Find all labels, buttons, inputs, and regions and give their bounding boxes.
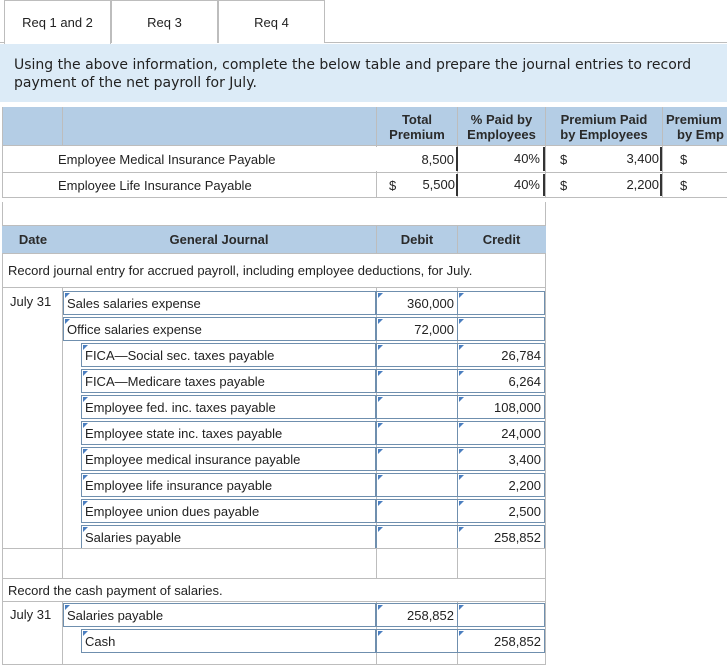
credit-field[interactable]: [457, 447, 545, 471]
header-premium-paid-by-employees: Premium Paid by Employees: [560, 112, 648, 142]
credit-field[interactable]: [457, 421, 545, 445]
account-name: FICA—Medicare taxes payable: [85, 374, 265, 389]
tab-label: Req 4: [254, 14, 289, 30]
currency-sign: $: [560, 151, 568, 167]
account-name: Salaries payable: [67, 608, 164, 623]
tab-label: Req 1 and 2: [22, 15, 93, 30]
account-name: Employee union dues payable: [85, 504, 260, 519]
debit-value: 72,000: [414, 322, 454, 337]
debit-field[interactable]: [376, 421, 458, 445]
credit-value: 2,500: [508, 504, 541, 519]
premium-row-label: Employee Medical Insurance Payable: [58, 151, 276, 167]
credit-field[interactable]: [457, 343, 545, 367]
credit-field[interactable]: [457, 317, 545, 341]
account-field[interactable]: [81, 629, 376, 653]
debit-field[interactable]: [376, 473, 458, 497]
account-name: Cash: [85, 634, 116, 649]
debit-field[interactable]: [376, 629, 458, 653]
entry-1-date: July 31: [10, 293, 52, 309]
account-name: Employee fed. inc. taxes payable: [85, 400, 276, 415]
credit-field[interactable]: [457, 369, 545, 393]
credit-value: 6,264: [508, 374, 541, 389]
currency-sign: $: [560, 177, 568, 193]
header-general-journal: General Journal: [169, 232, 269, 247]
header-credit: Credit: [482, 232, 521, 247]
account-name: Salaries payable: [85, 530, 182, 545]
credit-field[interactable]: [457, 395, 545, 419]
debit-field[interactable]: [376, 317, 458, 341]
account-name: Employee medical insurance payable: [85, 452, 301, 467]
account-field[interactable]: [63, 291, 376, 315]
total-premium-life[interactable]: 5,500: [422, 177, 455, 192]
tab-label: Req 3: [147, 14, 182, 30]
account-field[interactable]: [81, 447, 376, 471]
debit-field[interactable]: [376, 603, 458, 627]
premium-paid-medical: 3,400: [626, 151, 659, 166]
tab-req-1-and-2[interactable]: [4, 0, 111, 44]
pct-paid-medical: 40%: [513, 151, 540, 166]
account-field[interactable]: [63, 603, 376, 627]
entry-2-description: Record the cash payment of salaries.: [8, 582, 223, 598]
debit-field[interactable]: [376, 369, 458, 393]
account-name: Office salaries expense: [67, 322, 202, 337]
header-debit: Debit: [400, 232, 434, 247]
instruction-panel: [0, 44, 727, 102]
account-field[interactable]: [81, 525, 376, 549]
account-name: Employee life insurance payable: [85, 478, 273, 493]
credit-value: 24,000: [501, 426, 541, 441]
instruction-text: Using the above information, complete the below table and prepare the journal entries to record payment of the net payroll for July.: [14, 57, 692, 91]
debit-value: 258,852: [407, 608, 454, 623]
debit-field[interactable]: [376, 447, 458, 471]
credit-field[interactable]: [457, 629, 545, 653]
account-field[interactable]: [81, 421, 376, 445]
account-field[interactable]: [81, 369, 376, 393]
debit-value: 360,000: [407, 296, 454, 311]
general-journal: [0, 202, 727, 667]
premium-table: [0, 107, 727, 198]
debit-field[interactable]: [376, 395, 458, 419]
account-field[interactable]: [81, 499, 376, 523]
total-premium-medical[interactable]: [373, 147, 459, 171]
premium-row-label: Employee Life Insurance Payable: [58, 177, 252, 193]
debit-field[interactable]: [376, 499, 458, 523]
account-name: Employee state inc. taxes payable: [85, 426, 283, 441]
tab-bar: [0, 0, 727, 43]
account-name: Sales salaries expense: [67, 296, 201, 311]
debit-field[interactable]: [376, 291, 458, 315]
currency-sign: $: [680, 151, 688, 167]
account-name: FICA—Social sec. taxes payable: [85, 348, 275, 363]
entry-1-description: Record journal entry for accrued payroll, including employee deductions, for July.: [8, 263, 473, 278]
credit-value: 26,784: [501, 348, 541, 363]
credit-field[interactable]: [457, 499, 545, 523]
credit-field[interactable]: [457, 473, 545, 497]
header-pct-paid-by-employees: % Paid by Employees: [467, 112, 536, 142]
header-date: Date: [18, 232, 48, 247]
credit-value: 108,000: [494, 400, 541, 415]
premium-paid-life: 2,200: [626, 177, 659, 192]
currency-sign: $: [680, 177, 688, 193]
account-field[interactable]: [63, 317, 376, 341]
entry-2-date: July 31: [10, 606, 52, 622]
credit-field[interactable]: [457, 291, 545, 315]
credit-field[interactable]: [457, 525, 545, 549]
account-field[interactable]: [81, 473, 376, 497]
debit-field[interactable]: [376, 343, 458, 367]
account-field[interactable]: [81, 395, 376, 419]
currency-sign: $: [389, 177, 397, 193]
credit-value: 3,400: [508, 452, 541, 467]
pct-paid-life: 40%: [513, 177, 540, 192]
header-premium-by-employer: Premium by Emp: [666, 112, 724, 142]
credit-field[interactable]: [457, 603, 545, 627]
tab-req-3[interactable]: [111, 0, 218, 43]
credit-value: 258,852: [494, 634, 541, 649]
credit-value: 258,852: [494, 530, 541, 545]
account-field[interactable]: [81, 343, 376, 367]
credit-value: 2,200: [508, 478, 541, 493]
header-total-premium: Total Premium: [389, 112, 445, 142]
debit-field[interactable]: [376, 525, 458, 549]
tab-req-4[interactable]: [218, 0, 325, 43]
value: 8,500: [421, 152, 454, 167]
